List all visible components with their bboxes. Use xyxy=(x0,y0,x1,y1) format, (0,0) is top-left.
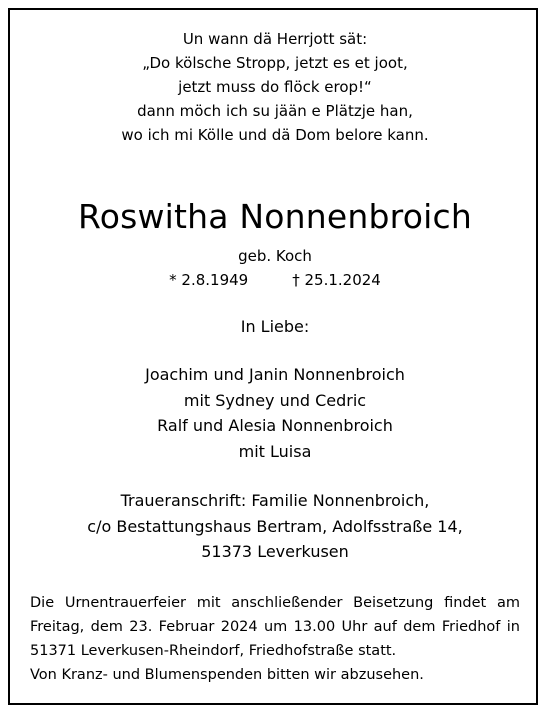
birth-name: geb. Koch xyxy=(238,247,312,265)
life-dates xyxy=(0,270,550,290)
notice-line: Freitag, dem 23. Februar 2024 um 13.00 Uhr auf dem Friedhof in xyxy=(30,619,520,635)
notice-line: Von Kranz- und Blumenspenden bitten wir abzusehen. xyxy=(30,667,424,683)
mourning-address xyxy=(0,488,550,565)
birth-date: * 2.8.1949 xyxy=(169,271,249,289)
mourners-intro: In Liebe: xyxy=(240,317,310,336)
address-line: Traueranschrift: Familie Nonnenbroich, xyxy=(120,491,430,510)
poem-line: wo ich mi Kölle und dä Dom belore kann. xyxy=(121,126,429,144)
poem-line: dann möch ich su jään e Plätzje han, xyxy=(137,102,413,120)
mourner-line: Joachim und Janin Nonnenbroich xyxy=(145,365,405,384)
poem-line: jetzt muss do flöck erop!“ xyxy=(178,78,372,96)
address-line: c/o Bestattungshaus Bertram, Adolfsstraße 14, xyxy=(87,516,463,536)
deceased-name: Roswitha Nonnenbroich xyxy=(78,197,472,236)
poem xyxy=(0,27,550,147)
address-line: 51373 Leverkusen xyxy=(201,542,349,561)
mourner-line: Ralf und Alesia Nonnenbroich xyxy=(157,416,393,435)
notice-line: 51371 Leverkusen-Rheindorf, Friedhofstraße statt. xyxy=(30,643,397,659)
poem-line: „Do kölsche Stropp, jetzt es et joot, xyxy=(142,54,408,72)
notice-line: Die Urnentrauerfeier mit anschließender Beisetzung findet am xyxy=(30,595,520,611)
poem-line: Un wann dä Herrjott sät: xyxy=(182,30,368,48)
mourners-list xyxy=(0,362,550,464)
mourner-line: mit Luisa xyxy=(238,441,312,461)
funeral-notice xyxy=(30,591,520,687)
mourner-line: mit Sydney und Cedric xyxy=(183,390,367,410)
death-date: † 25.1.2024 xyxy=(292,271,381,289)
